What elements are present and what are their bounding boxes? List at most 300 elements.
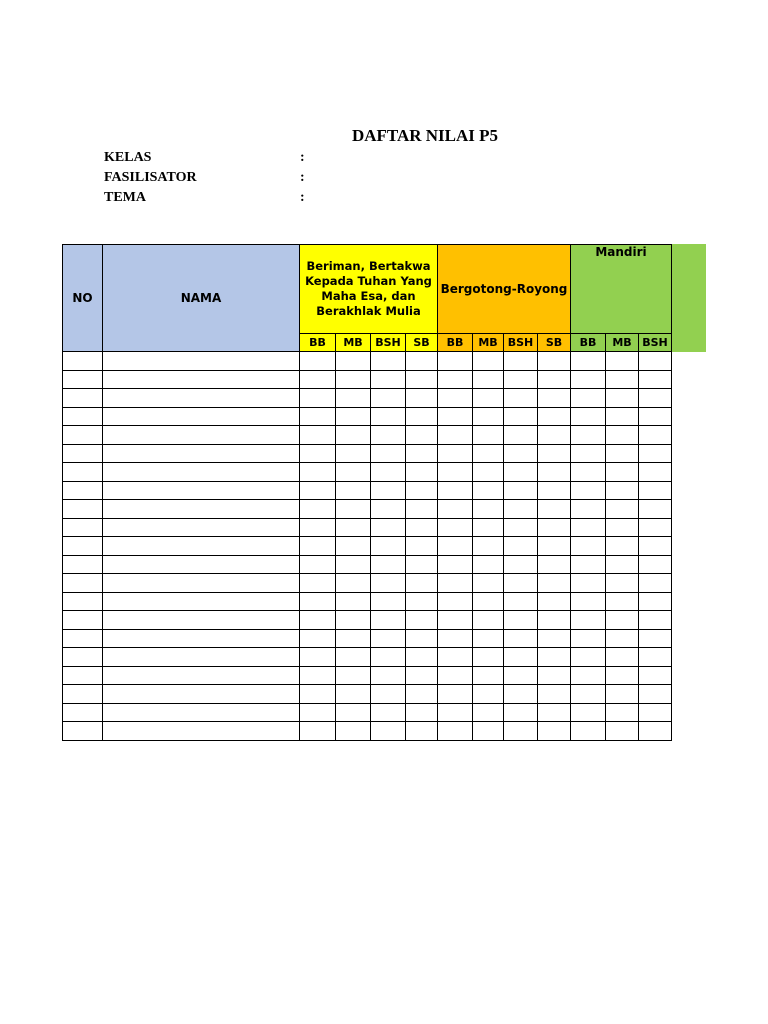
score-cell[interactable] <box>504 518 538 537</box>
score-cell[interactable] <box>538 407 571 426</box>
score-cell[interactable] <box>406 722 438 741</box>
score-cell[interactable] <box>571 703 606 722</box>
nama-cell[interactable] <box>103 722 300 741</box>
score-cell[interactable] <box>336 629 371 648</box>
score-cell[interactable] <box>538 463 571 482</box>
score-cell[interactable] <box>406 389 438 408</box>
score-cell[interactable] <box>371 518 406 537</box>
score-cell[interactable] <box>336 555 371 574</box>
score-cell[interactable] <box>300 444 336 463</box>
score-cell[interactable] <box>336 685 371 704</box>
nama-cell[interactable] <box>103 685 300 704</box>
score-cell[interactable] <box>538 352 571 371</box>
score-cell[interactable] <box>406 703 438 722</box>
score-cell[interactable] <box>371 537 406 556</box>
score-cell[interactable] <box>336 666 371 685</box>
no-cell[interactable] <box>63 500 103 519</box>
score-cell[interactable] <box>371 352 406 371</box>
score-cell[interactable] <box>406 648 438 667</box>
score-cell[interactable] <box>639 389 672 408</box>
table-row <box>63 722 672 741</box>
score-cell[interactable] <box>538 370 571 389</box>
score-cell[interactable] <box>336 481 371 500</box>
score-cell[interactable] <box>606 426 639 445</box>
score-cell[interactable] <box>538 574 571 593</box>
score-cell[interactable] <box>538 481 571 500</box>
meta-colon: : <box>300 190 305 205</box>
score-cell[interactable] <box>538 555 571 574</box>
score-cell[interactable] <box>606 685 639 704</box>
score-cell[interactable] <box>571 574 606 593</box>
score-cell[interactable] <box>438 537 473 556</box>
no-cell[interactable] <box>63 574 103 593</box>
score-cell[interactable] <box>300 481 336 500</box>
score-cell[interactable] <box>504 370 538 389</box>
score-cell[interactable] <box>473 592 504 611</box>
score-cell[interactable] <box>371 481 406 500</box>
nama-cell[interactable] <box>103 389 300 408</box>
score-cell[interactable] <box>571 518 606 537</box>
score-cell[interactable] <box>639 611 672 630</box>
score-cell[interactable] <box>406 685 438 704</box>
score-cell[interactable] <box>473 426 504 445</box>
no-cell[interactable] <box>63 352 103 371</box>
score-cell[interactable] <box>538 611 571 630</box>
score-cell[interactable] <box>473 722 504 741</box>
score-cell[interactable] <box>300 592 336 611</box>
score-cell[interactable] <box>639 574 672 593</box>
nama-cell[interactable] <box>103 555 300 574</box>
score-cell[interactable] <box>336 444 371 463</box>
score-cell[interactable] <box>473 463 504 482</box>
score-cell[interactable] <box>300 518 336 537</box>
score-cell[interactable] <box>438 648 473 667</box>
score-cell[interactable] <box>371 592 406 611</box>
score-cell[interactable] <box>538 592 571 611</box>
score-cell[interactable] <box>300 407 336 426</box>
score-cell[interactable] <box>639 370 672 389</box>
score-cell[interactable] <box>336 370 371 389</box>
score-cell[interactable] <box>571 370 606 389</box>
table-row <box>63 703 672 722</box>
no-cell[interactable] <box>63 629 103 648</box>
table-row <box>63 666 672 685</box>
no-cell[interactable] <box>63 703 103 722</box>
nama-cell[interactable] <box>103 629 300 648</box>
score-cell[interactable] <box>473 407 504 426</box>
score-cell[interactable] <box>473 481 504 500</box>
table-row <box>63 592 672 611</box>
score-cell[interactable] <box>571 426 606 445</box>
score-cell[interactable] <box>300 648 336 667</box>
score-cell[interactable] <box>571 463 606 482</box>
score-cell[interactable] <box>571 722 606 741</box>
score-cell[interactable] <box>538 629 571 648</box>
score-cell[interactable] <box>504 703 538 722</box>
nama-cell[interactable] <box>103 444 300 463</box>
score-cell[interactable] <box>571 389 606 408</box>
subheader-cell: BSH <box>504 334 538 352</box>
score-cell[interactable] <box>336 722 371 741</box>
score-cell[interactable] <box>606 574 639 593</box>
score-cell[interactable] <box>571 352 606 371</box>
nama-cell[interactable] <box>103 518 300 537</box>
score-cell[interactable] <box>300 537 336 556</box>
score-cell[interactable] <box>571 611 606 630</box>
score-cell[interactable] <box>438 370 473 389</box>
score-cell[interactable] <box>300 389 336 408</box>
score-cell[interactable] <box>300 426 336 445</box>
no-cell[interactable] <box>63 370 103 389</box>
score-cell[interactable] <box>606 592 639 611</box>
no-cell[interactable] <box>63 481 103 500</box>
no-cell[interactable] <box>63 537 103 556</box>
score-cell[interactable] <box>538 703 571 722</box>
score-cell[interactable] <box>606 444 639 463</box>
score-cell[interactable] <box>639 592 672 611</box>
score-cell[interactable] <box>438 722 473 741</box>
score-cell[interactable] <box>606 352 639 371</box>
score-cell[interactable] <box>438 389 473 408</box>
score-cell[interactable] <box>538 648 571 667</box>
score-cell[interactable] <box>438 407 473 426</box>
score-cell[interactable] <box>473 389 504 408</box>
score-cell[interactable] <box>371 685 406 704</box>
nama-cell[interactable] <box>103 592 300 611</box>
score-cell[interactable] <box>406 537 438 556</box>
no-cell[interactable] <box>63 666 103 685</box>
no-cell[interactable] <box>63 426 103 445</box>
score-cell[interactable] <box>571 666 606 685</box>
score-cell[interactable] <box>504 389 538 408</box>
score-cell[interactable] <box>300 370 336 389</box>
score-cell[interactable] <box>504 481 538 500</box>
nama-cell[interactable] <box>103 537 300 556</box>
score-cell[interactable] <box>504 592 538 611</box>
score-cell[interactable] <box>371 444 406 463</box>
score-cell[interactable] <box>438 518 473 537</box>
score-cell[interactable] <box>406 426 438 445</box>
score-cell[interactable] <box>606 611 639 630</box>
score-cell[interactable] <box>504 629 538 648</box>
score-cell[interactable] <box>639 407 672 426</box>
score-cell[interactable] <box>300 574 336 593</box>
nama-cell[interactable] <box>103 611 300 630</box>
score-cell[interactable] <box>300 500 336 519</box>
score-cell[interactable] <box>606 703 639 722</box>
score-cell[interactable] <box>504 574 538 593</box>
no-cell[interactable] <box>63 389 103 408</box>
score-cell[interactable] <box>438 426 473 445</box>
score-cell[interactable] <box>438 592 473 611</box>
score-cell[interactable] <box>371 370 406 389</box>
nama-cell[interactable] <box>103 370 300 389</box>
score-cell[interactable] <box>639 518 672 537</box>
score-cell[interactable] <box>336 407 371 426</box>
score-cell[interactable] <box>571 500 606 519</box>
score-cell[interactable] <box>336 537 371 556</box>
score-cell[interactable] <box>406 444 438 463</box>
score-cell[interactable] <box>538 666 571 685</box>
score-cell[interactable] <box>300 666 336 685</box>
score-cell[interactable] <box>336 574 371 593</box>
score-cell[interactable] <box>538 722 571 741</box>
meta-block <box>104 148 324 208</box>
score-cell[interactable] <box>438 500 473 519</box>
score-cell[interactable] <box>371 500 406 519</box>
table-row <box>63 481 672 500</box>
no-cell[interactable] <box>63 722 103 741</box>
score-cell[interactable] <box>438 481 473 500</box>
score-cell[interactable] <box>606 648 639 667</box>
subheader-cell: MB <box>336 334 371 352</box>
score-cell[interactable] <box>406 407 438 426</box>
score-cell[interactable] <box>336 703 371 722</box>
table-row <box>63 426 672 445</box>
score-cell[interactable] <box>538 500 571 519</box>
score-cell[interactable] <box>473 444 504 463</box>
score-cell[interactable] <box>406 352 438 371</box>
score-cell[interactable] <box>538 685 571 704</box>
score-cell[interactable] <box>336 648 371 667</box>
nama-cell[interactable] <box>103 481 300 500</box>
group-header-label: Beriman, Bertakwa Kepada Tuhan Yang Maha Esa, dan Berakhlak Mulia <box>305 259 432 318</box>
score-cell[interactable] <box>473 703 504 722</box>
nama-cell[interactable] <box>103 648 300 667</box>
score-cell[interactable] <box>300 629 336 648</box>
score-cell[interactable] <box>571 481 606 500</box>
score-cell[interactable] <box>639 666 672 685</box>
score-cell[interactable] <box>504 426 538 445</box>
score-cell[interactable] <box>336 592 371 611</box>
meta-colon: : <box>300 170 305 185</box>
score-cell[interactable] <box>571 592 606 611</box>
score-cell[interactable] <box>406 518 438 537</box>
score-cell[interactable] <box>504 463 538 482</box>
no-cell[interactable] <box>63 592 103 611</box>
nama-cell[interactable] <box>103 426 300 445</box>
score-cell[interactable] <box>504 537 538 556</box>
score-cell[interactable] <box>371 389 406 408</box>
subheader-cell: BSH <box>371 334 406 352</box>
score-cell[interactable] <box>406 574 438 593</box>
score-cell[interactable] <box>371 574 406 593</box>
subheader-cell: MB <box>473 334 504 352</box>
score-cell[interactable] <box>473 666 504 685</box>
score-cell[interactable] <box>538 537 571 556</box>
score-cell[interactable] <box>639 426 672 445</box>
score-cell[interactable] <box>473 574 504 593</box>
nama-cell[interactable] <box>103 666 300 685</box>
score-cell[interactable] <box>639 352 672 371</box>
subheader-cell: BB <box>438 334 473 352</box>
score-cell[interactable] <box>406 629 438 648</box>
score-cell[interactable] <box>639 703 672 722</box>
score-cell[interactable] <box>300 722 336 741</box>
score-cell[interactable] <box>606 555 639 574</box>
score-cell[interactable] <box>473 518 504 537</box>
score-cell[interactable] <box>371 666 406 685</box>
score-cell[interactable] <box>438 444 473 463</box>
score-cell[interactable] <box>606 537 639 556</box>
score-cell[interactable] <box>473 352 504 371</box>
score-cell[interactable] <box>504 407 538 426</box>
score-cell[interactable] <box>300 611 336 630</box>
score-cell[interactable] <box>473 611 504 630</box>
score-cell[interactable] <box>606 463 639 482</box>
nama-cell[interactable] <box>103 500 300 519</box>
score-cell[interactable] <box>571 648 606 667</box>
score-cell[interactable] <box>639 685 672 704</box>
score-cell[interactable] <box>300 703 336 722</box>
score-cell[interactable] <box>336 463 371 482</box>
score-cell[interactable] <box>504 555 538 574</box>
score-cell[interactable] <box>504 444 538 463</box>
no-cell[interactable] <box>63 555 103 574</box>
score-cell[interactable] <box>336 426 371 445</box>
score-cell[interactable] <box>406 666 438 685</box>
score-cell[interactable] <box>406 592 438 611</box>
score-cell[interactable] <box>639 481 672 500</box>
no-cell[interactable] <box>63 648 103 667</box>
score-cell[interactable] <box>371 426 406 445</box>
no-cell[interactable] <box>63 463 103 482</box>
subheader-cell: BB <box>300 334 336 352</box>
score-cell[interactable] <box>538 389 571 408</box>
score-cell[interactable] <box>438 555 473 574</box>
group-header-gotong-royong: Bergotong-Royong <box>438 245 571 334</box>
score-cell[interactable] <box>473 685 504 704</box>
score-cell[interactable] <box>606 629 639 648</box>
score-cell[interactable] <box>406 481 438 500</box>
score-cell[interactable] <box>371 703 406 722</box>
score-cell[interactable] <box>606 389 639 408</box>
score-cell[interactable] <box>300 463 336 482</box>
score-cell[interactable] <box>406 611 438 630</box>
score-cell[interactable] <box>571 555 606 574</box>
table-row <box>63 500 672 519</box>
nama-cell[interactable] <box>103 703 300 722</box>
score-cell[interactable] <box>571 537 606 556</box>
table-row <box>63 463 672 482</box>
score-cell[interactable] <box>300 555 336 574</box>
score-cell[interactable] <box>639 722 672 741</box>
score-cell[interactable] <box>300 352 336 371</box>
table-row <box>63 685 672 704</box>
score-cell[interactable] <box>438 463 473 482</box>
score-cell[interactable] <box>504 500 538 519</box>
score-cell[interactable] <box>438 666 473 685</box>
score-cell[interactable] <box>504 648 538 667</box>
table-row <box>63 352 672 371</box>
score-cell[interactable] <box>504 666 538 685</box>
score-cell[interactable] <box>538 444 571 463</box>
score-cell[interactable] <box>639 555 672 574</box>
no-cell[interactable] <box>63 407 103 426</box>
score-cell[interactable] <box>571 685 606 704</box>
score-cell[interactable] <box>406 555 438 574</box>
score-cell[interactable] <box>438 685 473 704</box>
score-cell[interactable] <box>438 703 473 722</box>
score-cell[interactable] <box>571 407 606 426</box>
score-cell[interactable] <box>438 574 473 593</box>
score-cell[interactable] <box>639 463 672 482</box>
score-cell[interactable] <box>606 666 639 685</box>
score-cell[interactable] <box>473 648 504 667</box>
score-cell[interactable] <box>406 370 438 389</box>
nama-cell[interactable] <box>103 352 300 371</box>
no-cell[interactable] <box>63 611 103 630</box>
score-cell[interactable] <box>606 518 639 537</box>
score-cell[interactable] <box>438 611 473 630</box>
score-cell[interactable] <box>371 555 406 574</box>
score-cell[interactable] <box>639 537 672 556</box>
score-cell[interactable] <box>639 629 672 648</box>
score-cell[interactable] <box>336 352 371 371</box>
score-cell[interactable] <box>606 722 639 741</box>
score-cell[interactable] <box>571 444 606 463</box>
score-cell[interactable] <box>371 611 406 630</box>
score-cell[interactable] <box>504 685 538 704</box>
score-cell[interactable] <box>438 629 473 648</box>
group-header-mandiri: Mandiri <box>571 245 672 334</box>
score-cell[interactable] <box>639 500 672 519</box>
score-cell[interactable] <box>473 555 504 574</box>
nama-cell[interactable] <box>103 407 300 426</box>
score-cell[interactable] <box>336 500 371 519</box>
score-cell[interactable] <box>406 500 438 519</box>
no-cell[interactable] <box>63 685 103 704</box>
score-cell[interactable] <box>606 407 639 426</box>
score-cell[interactable] <box>473 629 504 648</box>
table-row <box>63 537 672 556</box>
nama-cell[interactable] <box>103 463 300 482</box>
score-cell[interactable] <box>639 648 672 667</box>
score-cell[interactable] <box>606 370 639 389</box>
score-cell[interactable] <box>504 611 538 630</box>
meta-label: TEMA <box>104 190 146 205</box>
nama-cell[interactable] <box>103 574 300 593</box>
score-cell[interactable] <box>606 481 639 500</box>
no-cell[interactable] <box>63 444 103 463</box>
score-cell[interactable] <box>639 444 672 463</box>
table-row <box>63 648 672 667</box>
score-cell[interactable] <box>473 370 504 389</box>
score-cell[interactable] <box>371 722 406 741</box>
score-cell[interactable] <box>371 648 406 667</box>
score-cell[interactable] <box>473 537 504 556</box>
score-cell[interactable] <box>538 426 571 445</box>
score-cell[interactable] <box>504 722 538 741</box>
col-nama-header: NAMA <box>103 245 300 352</box>
score-cell[interactable] <box>336 611 371 630</box>
score-cell[interactable] <box>300 685 336 704</box>
score-cell[interactable] <box>571 629 606 648</box>
score-cell[interactable] <box>336 389 371 408</box>
score-cell[interactable] <box>504 352 538 371</box>
table-row <box>63 370 672 389</box>
score-cell[interactable] <box>371 629 406 648</box>
score-cell[interactable] <box>336 518 371 537</box>
no-cell[interactable] <box>63 518 103 537</box>
score-cell[interactable] <box>406 463 438 482</box>
score-cell[interactable] <box>371 407 406 426</box>
score-cell[interactable] <box>538 518 571 537</box>
score-cell[interactable] <box>606 500 639 519</box>
score-cell[interactable] <box>438 352 473 371</box>
score-cell[interactable] <box>473 500 504 519</box>
score-cell[interactable] <box>371 463 406 482</box>
